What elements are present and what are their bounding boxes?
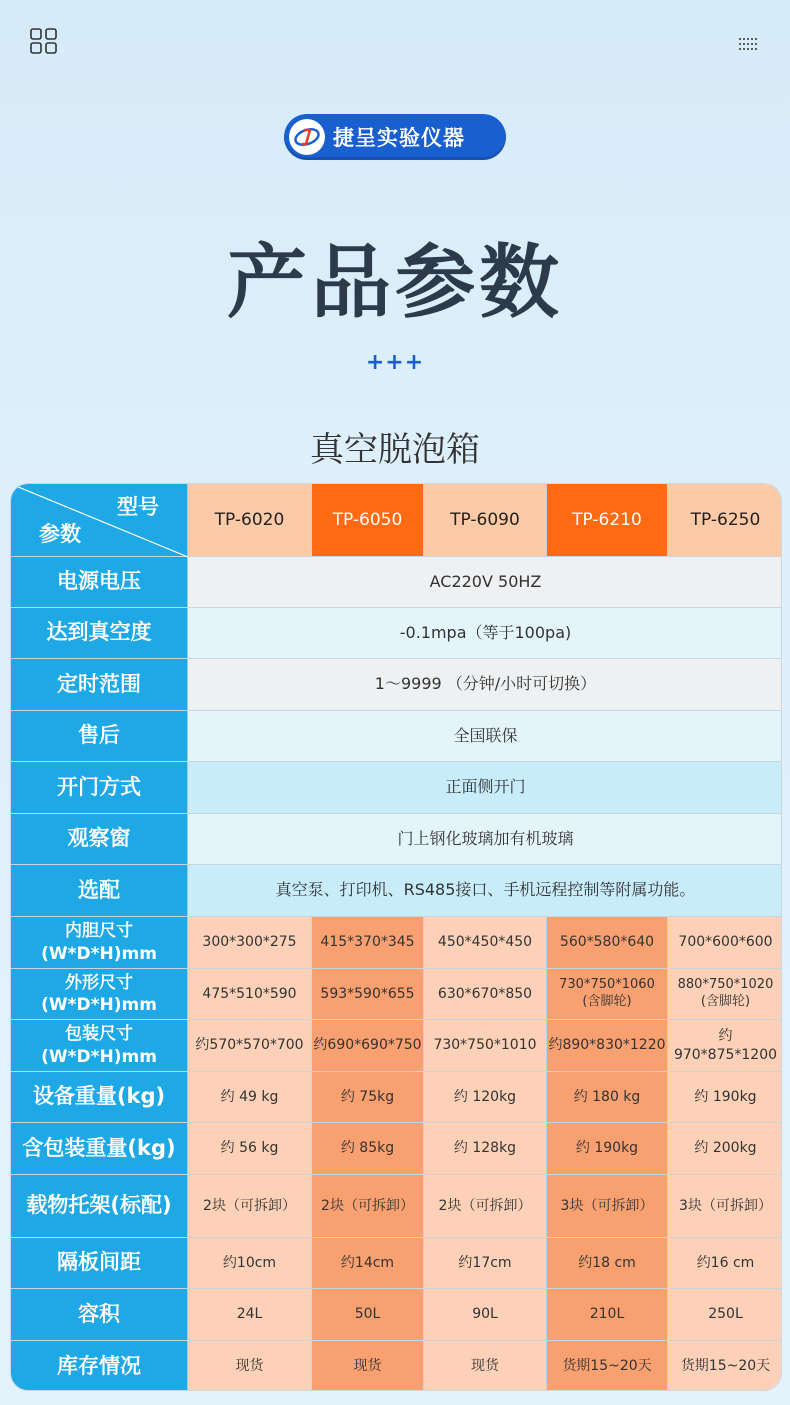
row-value: 730*750*1010 (424, 1020, 547, 1071)
row-value: 现货 (312, 1341, 424, 1391)
table-row (11, 711, 782, 762)
row-value (668, 969, 782, 1019)
row-value: 现货 (188, 1341, 312, 1391)
row-value: 约 49 kg (188, 1072, 312, 1122)
row-value: 3块（可拆卸） (547, 1175, 668, 1237)
row-value: 正面侧开门 (188, 762, 782, 813)
row-label: 包装尺寸(W*D*H)mm (11, 1020, 188, 1071)
row-value: 210L (547, 1289, 668, 1340)
table-row (11, 1175, 782, 1238)
row-label: 内胆尺寸(W*D*H)mm (11, 917, 188, 968)
row-value: 约 190kg (547, 1123, 668, 1174)
row-value: 593*590*655 (312, 969, 424, 1019)
row-label: 观察窗 (11, 814, 188, 864)
row-label: 含包装重量(kg) (11, 1123, 188, 1174)
row-value: 475*510*590 (188, 969, 312, 1019)
row-value: 700*600*600 (668, 917, 782, 968)
row-value: 约970*875*1200 (668, 1020, 782, 1071)
row-value: 约 128kg (424, 1123, 547, 1174)
row-value: 300*300*275 (188, 917, 312, 968)
table-row (11, 1020, 782, 1072)
brand-logo-icon (289, 119, 325, 155)
row-value: 约17cm (424, 1238, 547, 1288)
row-value: 2块（可拆卸） (312, 1175, 424, 1237)
row-value-note: (含脚轮) (700, 994, 751, 1009)
row-value: 约690*690*750 (312, 1020, 424, 1071)
row-value: 415*370*345 (312, 917, 424, 968)
row-value: 约890*830*1220 (547, 1020, 668, 1071)
row-value: 货期15~20天 (547, 1341, 668, 1391)
row-label: 设备重量(kg) (11, 1072, 188, 1122)
page-title: 产品参数 (227, 236, 563, 329)
row-value: 约 85kg (312, 1123, 424, 1174)
row-label: 外形尺寸(W*D*H)mm (11, 969, 188, 1019)
row-value: 3块（可拆卸） (668, 1175, 782, 1237)
row-label: 选配 (11, 865, 188, 916)
header-row (11, 484, 782, 557)
row-value: 630*670*850 (424, 969, 547, 1019)
row-value: 现货 (424, 1341, 547, 1391)
row-label: 售后 (11, 711, 188, 761)
table-row (11, 1123, 782, 1175)
table-row (11, 865, 782, 917)
spec-table (10, 483, 782, 1391)
table-row (11, 814, 782, 865)
table-row (11, 659, 782, 711)
row-value: 1～9999 （分钟/小时可切换） (188, 659, 782, 710)
model-header: TP-6090 (424, 484, 547, 556)
brand-name: 捷呈实验仪器 (333, 126, 465, 150)
row-value: 450*450*450 (424, 917, 547, 968)
decorative-plus: +++ (365, 350, 425, 375)
row-value: 约14cm (312, 1238, 424, 1288)
row-value: 50L (312, 1289, 424, 1340)
row-value: 真空泵、打印机、RS485接口、手机远程控制等附属功能。 (188, 865, 782, 916)
row-value: 约 56 kg (188, 1123, 312, 1174)
row-label: 开门方式 (11, 762, 188, 813)
row-value: 货期15~20天 (668, 1341, 782, 1391)
corner-model-label: 型号 (117, 495, 159, 519)
row-value: 90L (424, 1289, 547, 1340)
model-header: TP-6250 (668, 484, 782, 556)
row-label: 隔板间距 (11, 1238, 188, 1288)
table-row (11, 917, 782, 969)
row-label: 载物托架(标配) (11, 1175, 188, 1237)
row-value: 全国联保 (188, 711, 782, 761)
model-header: TP-6050 (312, 484, 424, 556)
product-name: 真空脱泡箱 (310, 430, 480, 470)
row-value-main: 730*750*1060 (559, 977, 655, 993)
row-value: 约 190kg (668, 1072, 782, 1122)
row-value: 约10cm (188, 1238, 312, 1288)
row-value: 560*580*640 (547, 917, 668, 968)
model-header: TP-6210 (547, 484, 668, 556)
row-value-main: 880*750*1020 (677, 977, 774, 993)
table-row (11, 608, 782, 659)
row-value: 2块（可拆卸） (424, 1175, 547, 1237)
row-label: 定时范围 (11, 659, 188, 710)
row-value: -0.1mpa（等于100pa) (188, 608, 782, 658)
row-value: 约 200kg (668, 1123, 782, 1174)
table-row (11, 762, 782, 814)
row-value-note: (含脚轮) (582, 994, 632, 1009)
row-value: 2块（可拆卸） (188, 1175, 312, 1237)
row-value: 约 180 kg (547, 1072, 668, 1122)
table-row (11, 969, 782, 1020)
row-label: 达到真空度 (11, 608, 188, 658)
row-value: 门上钢化玻璃加有机玻璃 (188, 814, 782, 864)
row-value: AC220V 50HZ (188, 557, 782, 607)
brand-badge (284, 114, 506, 160)
model-header: TP-6020 (188, 484, 312, 556)
row-label: 电源电压 (11, 557, 188, 607)
table-row (11, 1238, 782, 1289)
row-value: 24L (188, 1289, 312, 1340)
row-value: 约 120kg (424, 1072, 547, 1122)
row-label: 库存情况 (11, 1341, 188, 1391)
table-row (11, 1072, 782, 1123)
row-value: 约 75kg (312, 1072, 424, 1122)
dots-menu-icon[interactable] (738, 36, 760, 50)
table-row (11, 557, 782, 608)
row-value: 约570*570*700 (188, 1020, 312, 1071)
corner-header (11, 484, 188, 556)
table-row (11, 1341, 782, 1391)
row-label: 容积 (11, 1289, 188, 1340)
row-value: 约18 cm (547, 1238, 668, 1288)
grid-menu-icon[interactable] (30, 28, 58, 54)
row-value: 250L (668, 1289, 782, 1340)
table-row (11, 1289, 782, 1341)
corner-param-label: 参数 (39, 521, 81, 546)
row-value (547, 969, 668, 1019)
row-value: 约16 cm (668, 1238, 782, 1288)
